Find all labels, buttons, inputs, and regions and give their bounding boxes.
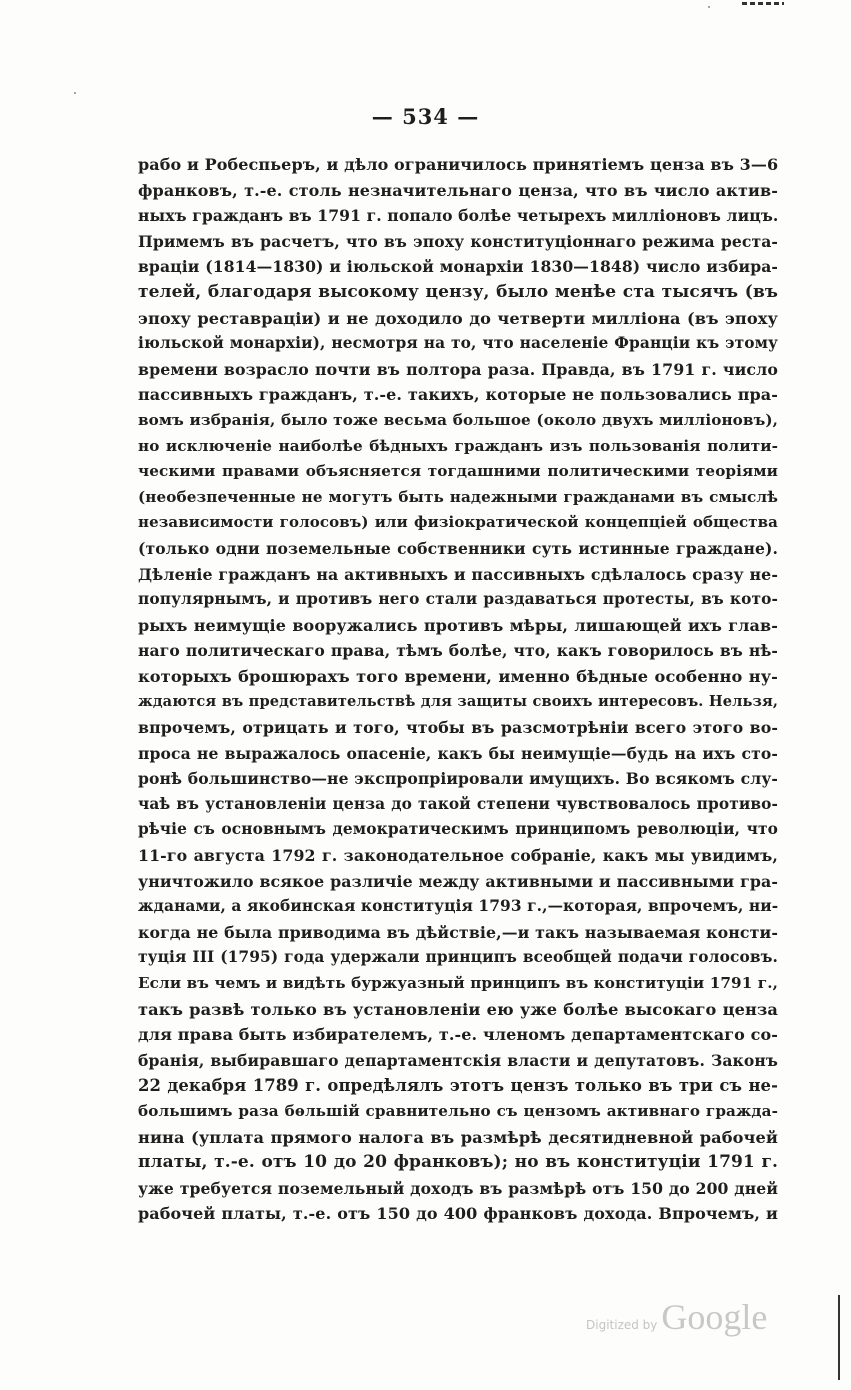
text-line: когда не была приводима въ дѣйствіе,—и такъ называемая консти-	[138, 922, 778, 942]
text-line: франковъ, т.-е. столь незначительнаго ценза, что въ число актив-	[138, 180, 778, 200]
text-line: (только одни поземельные собственники суть истинные граждане).	[138, 538, 778, 558]
text-line: времени возрасло почти въ полтора раза. Правда, въ 1791 г. число	[138, 359, 778, 379]
text-line: платы, т.-е. отъ 10 до 20 франковъ); но въ конституціи 1791 г.	[138, 1152, 778, 1173]
text-line: бранія, выбиравшаго департаментскія власти и депутатовъ. Законъ	[138, 1050, 778, 1070]
text-line: враціи (1814—1830) и іюльской монархіи 1830—1848) число избира-	[138, 257, 778, 277]
text-line: чаѣ въ установленіи ценза до такой степени чувствовалось противо-	[138, 794, 778, 813]
text-line: ронѣ большинство—не экспропріировали имущихъ. Во всякомъ слу-	[138, 769, 778, 789]
text-line: Если въ чемъ и видѣть буржуазный принципъ въ конституціи 1791 г.,	[138, 974, 778, 992]
text-line: 11-го августа 1792 г. законодательное собраніе, какъ мы увидимъ,	[138, 846, 778, 866]
text-line: телей, благодаря высокому цензу, было менѣе ста тысячъ (въ	[138, 281, 778, 302]
text-line: (необезпеченные не могутъ быть надежными гражданами въ смыслѣ	[138, 487, 778, 506]
text-line: большимъ раза бѳльшій сравнительно съ цензомъ активнаго гражда-	[138, 1101, 778, 1120]
text-line: 22 декабря 1789 г. опредѣлялъ этотъ цензъ только въ три съ не-	[138, 1076, 778, 1096]
text-line: жданами, а якобинская конституція 1793 г.,—которая, впрочемъ, ни-	[138, 897, 779, 916]
text-line: ческими правами объясняется тогдашними политическими теоріями	[138, 462, 778, 481]
scan-speck	[708, 6, 710, 8]
text-line: популярнымъ, и противъ него стали раздаваться протесты, въ кото-	[138, 590, 778, 609]
text-line: уничтожило всякое различіе между активными и пассивными гра-	[138, 871, 778, 891]
text-line: вомъ избранія, было тоже весьма большое (около двухъ милліоновъ),	[138, 410, 778, 429]
text-line: ныхъ гражданъ въ 1791 г. попало болѣе четырехъ милліоновъ лицъ.	[138, 206, 779, 226]
text-line: ждаются въ представительствѣ для защиты своихъ интересовъ. Нельзя,	[138, 693, 778, 711]
body-text	[138, 152, 778, 1253]
text-line: для права быть избирателемъ, т.-е. членомъ департаментскаго со-	[138, 1025, 778, 1045]
text-line: но исключеніе наиболѣе бѣдныхъ гражданъ изъ пользованія полити-	[138, 436, 778, 455]
scan-edge-mark-right	[838, 1295, 840, 1380]
text-line: уже требуется поземельный доходъ въ размѣрѣ отъ 150 до 200 дней	[138, 1178, 778, 1198]
scan-speck	[74, 92, 76, 94]
text-line: рыхъ неимущіе вооружались противъ мѣры, лишающей ихъ глав-	[138, 615, 778, 635]
text-line: нина (уплата прямого налога въ размѣрѣ десятидневной рабочей	[138, 1127, 778, 1147]
text-line: туція III (1795) года удержали принципъ всеобщей подачи голосовъ.	[138, 948, 778, 967]
text-line: которыхъ брошюрахъ того времени, именно бѣдные особенно ну-	[138, 666, 778, 686]
text-line: пассивныхъ гражданъ, т.-е. такихъ, которые не пользовались пра-	[138, 385, 778, 405]
text-line: рабо и Робеспьеръ, и дѣло ограничилось принятіемъ ценза въ 3—6	[138, 155, 779, 174]
text-line: такъ развѣ только въ установленіи ею уже болѣе высокаго ценза	[138, 999, 778, 1019]
text-line: эпоху реставраціи) и не доходило до четверти милліона (въ эпоху	[138, 308, 778, 328]
digitized-watermark	[586, 1296, 767, 1338]
text-line: рабочей платы, т.-е. отъ 150 до 400 франковъ дохода. Впрочемъ, и	[138, 1204, 778, 1224]
google-logo: Google	[661, 1297, 768, 1337]
watermark-prefix: Digitized by	[586, 1318, 658, 1332]
text-line: Дѣленіе гражданъ на активныхъ и пассивныхъ сдѣлалось сразу не-	[138, 564, 778, 584]
text-line: рѣчіе съ основнымъ демократическимъ принципомъ революціи, что	[138, 820, 778, 839]
text-line: проса не выражалось опасеніе, какъ бы неимущіе—будь на ихъ сто-	[138, 743, 778, 763]
text-line: независимости голосовъ) или физіократической концепціей общества	[138, 513, 778, 532]
page-number: — 534 —	[371, 104, 480, 129]
text-line	[138, 1227, 778, 1253]
text-line: впрочемъ, отрицать и того, чтобы въ разсмотрѣніи всего этого во-	[138, 718, 778, 738]
text-line: Примемъ въ расчетъ, что въ эпоху конституціоннаго режима реста-	[138, 231, 778, 251]
text-line: іюльской монархіи), несмотря на то, что населеніе Франціи къ этому	[138, 334, 778, 353]
text-line: наго политическаго права, тѣмъ болѣе, что, какъ говорилось въ нѣ-	[138, 641, 778, 661]
scan-edge-mark-top	[742, 2, 784, 5]
